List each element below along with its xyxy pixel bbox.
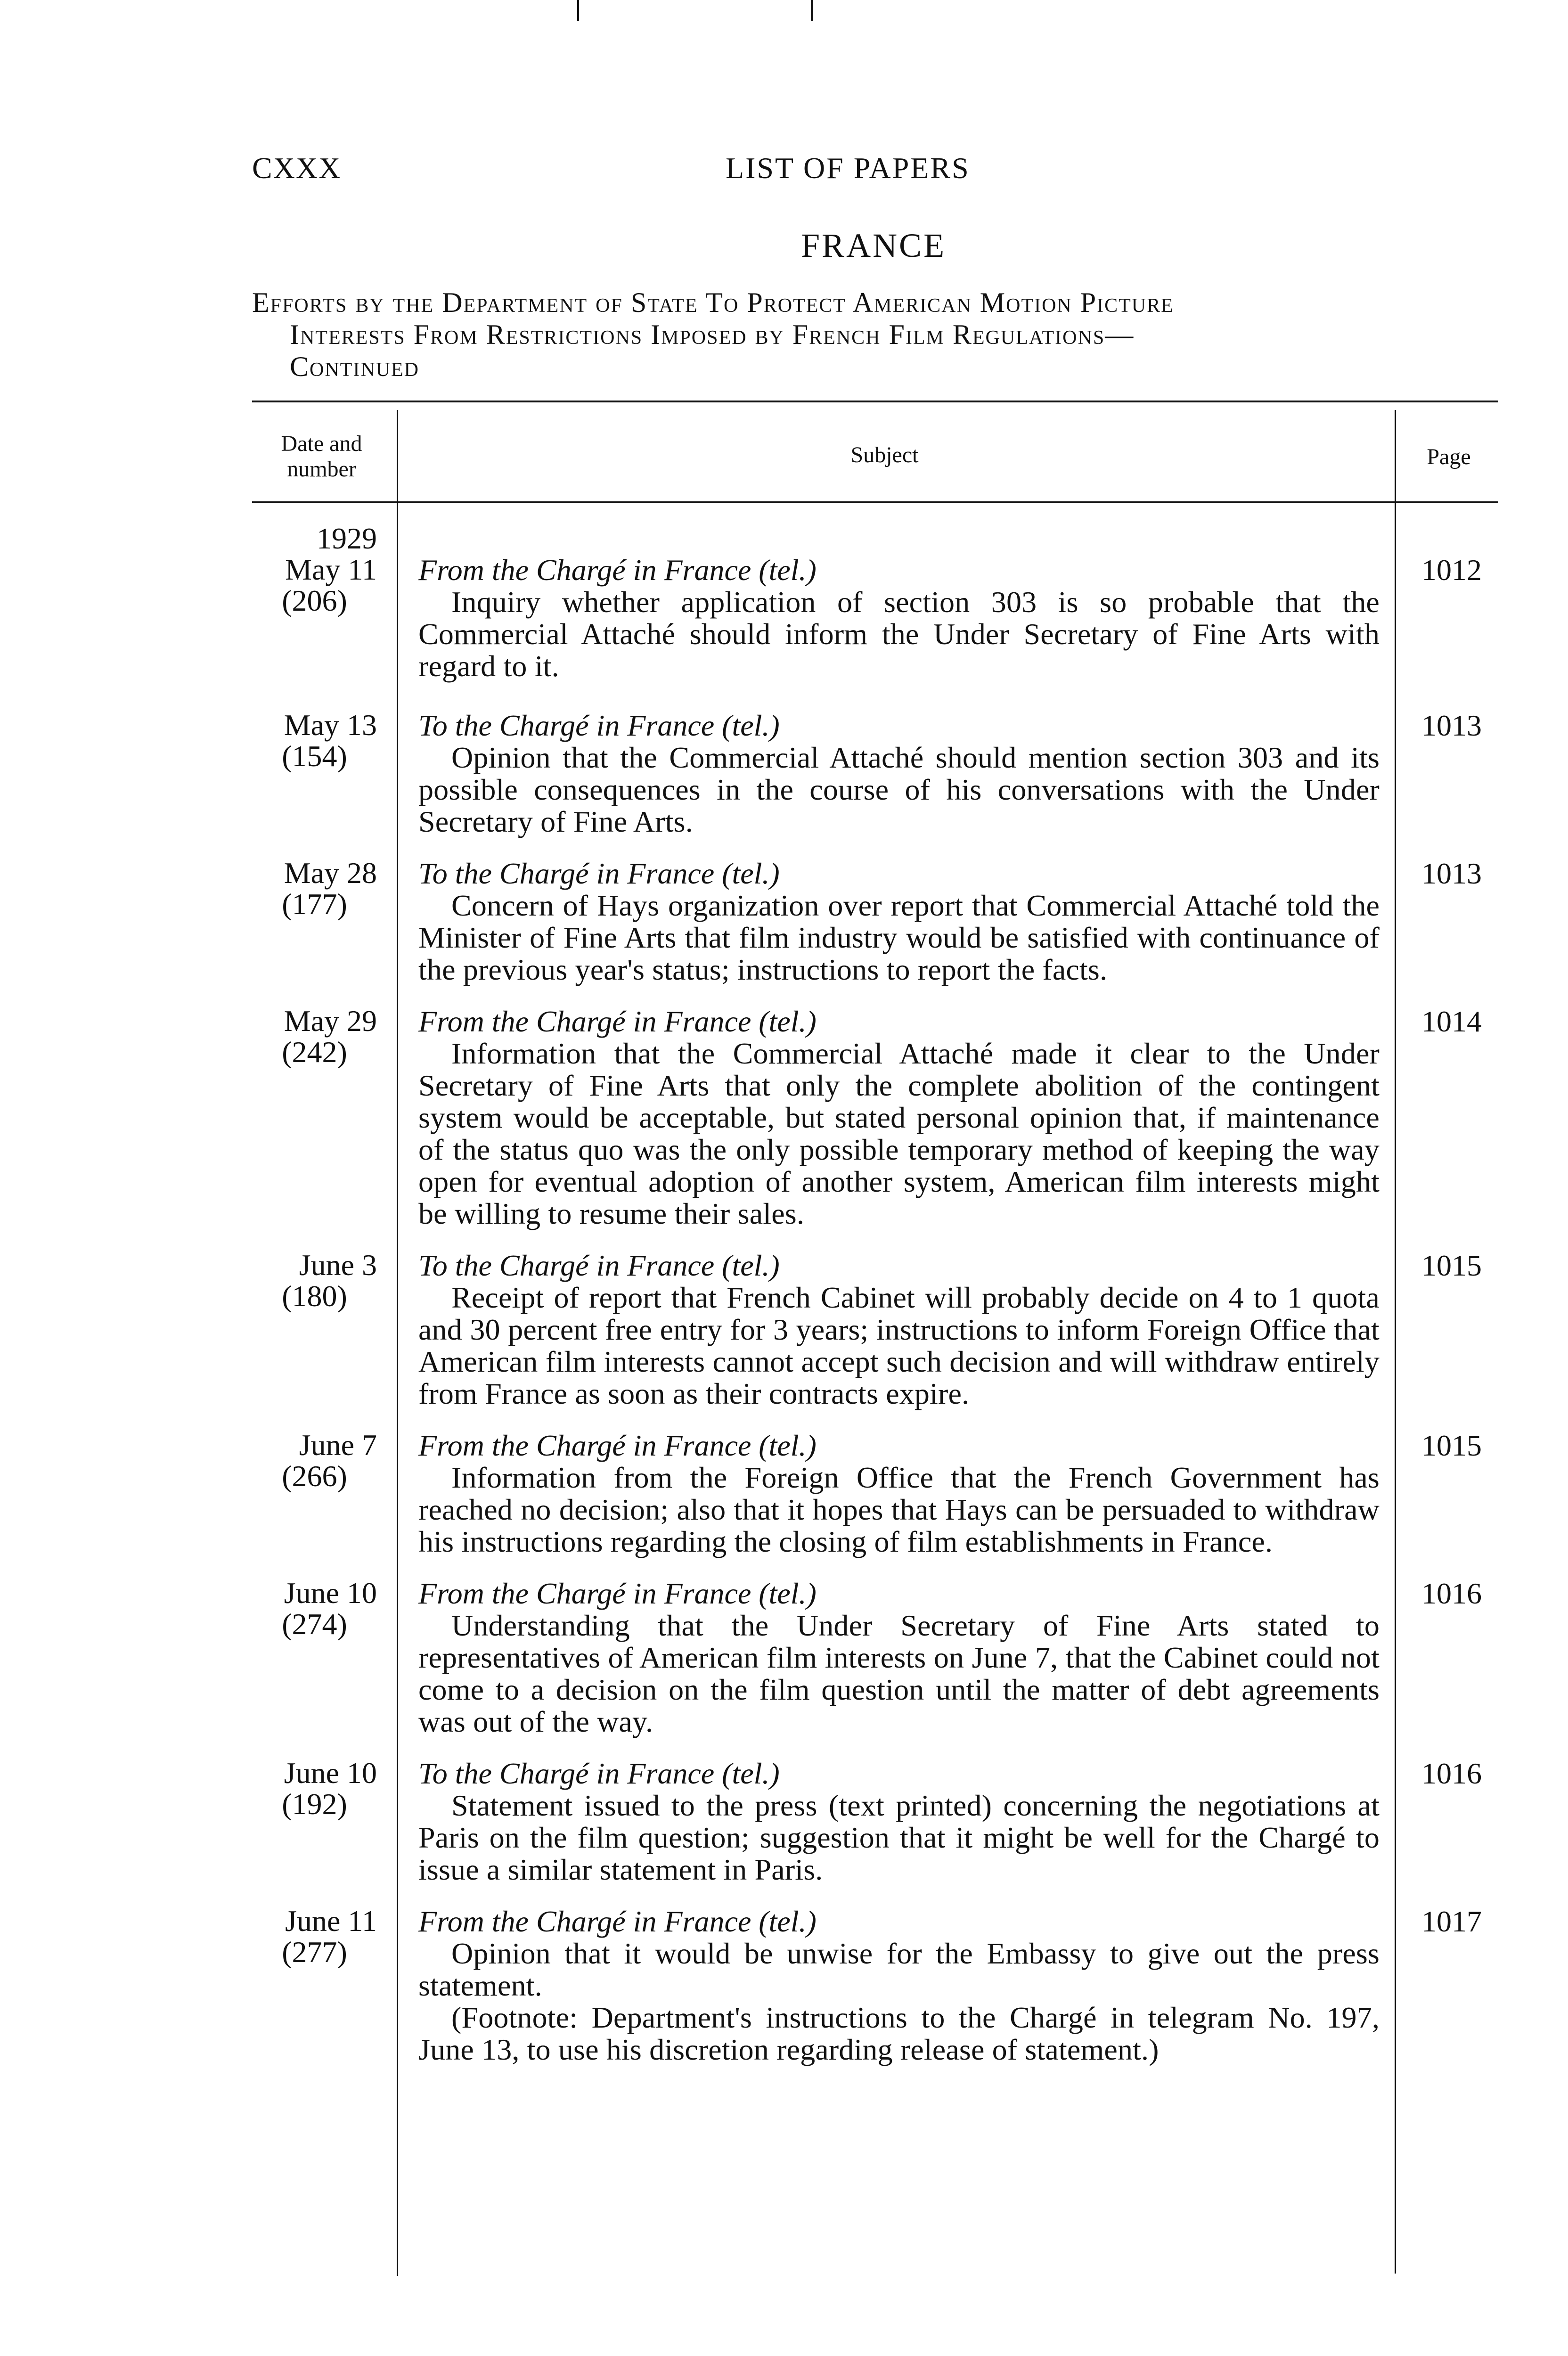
table-row bbox=[252, 1578, 1498, 1738]
page-cell: 1016 bbox=[1421, 1757, 1482, 1790]
column-header-page: Page bbox=[1427, 444, 1471, 469]
number-label: (266) bbox=[282, 1459, 347, 1493]
entries-list bbox=[252, 523, 1498, 2086]
section-title-line: Continued bbox=[290, 351, 419, 382]
date-number-cell bbox=[252, 1430, 377, 1492]
table-row bbox=[252, 710, 1498, 838]
number-label: (277) bbox=[282, 1935, 347, 1969]
date-number-cell bbox=[252, 710, 377, 772]
number-label: (177) bbox=[282, 887, 347, 921]
date-number-cell bbox=[252, 1578, 377, 1640]
country-title: FRANCE bbox=[801, 227, 947, 264]
subject-cell bbox=[418, 1250, 1568, 1410]
entry-source: To the Chargé in France (tel.) bbox=[418, 1249, 780, 1282]
number-label: (192) bbox=[282, 1787, 347, 1821]
entry-source: From the Chargé in France (tel.) bbox=[418, 553, 817, 587]
year-label: 1929 bbox=[317, 522, 377, 555]
date-number-cell bbox=[252, 523, 377, 616]
table-row bbox=[252, 1006, 1498, 1230]
entry-subject: Information from the Foreign Office that the French Government has reached no decision; also that it hopes that Hays can be persuaded to withdraw his instructions regarding the closing of film establishments in France. bbox=[418, 1461, 1380, 1558]
table-row bbox=[252, 1758, 1498, 1886]
entry-source: To the Chargé in France (tel.) bbox=[418, 709, 780, 742]
subject-cell bbox=[418, 858, 1568, 986]
table-header-rule bbox=[252, 501, 1498, 503]
entry-subject: Opinion that the Commercial Attaché should mention section 303 and its possible consequences in the course of his conversations with the Under Secretary of Fine Arts. bbox=[418, 741, 1380, 838]
subject-cell bbox=[418, 710, 1568, 838]
subject-cell bbox=[418, 1578, 1568, 1738]
number-label: (206) bbox=[282, 584, 347, 617]
subject-cell bbox=[418, 1430, 1568, 1558]
entry-subject: Statement issued to the press (text printed) concerning the negotiations at Paris on the film question; suggestion that it might be well for the Chargé to issue a similar statement in Paris. bbox=[418, 1789, 1380, 1886]
page-cell: 1013 bbox=[1421, 857, 1482, 890]
number-label: (274) bbox=[282, 1607, 347, 1641]
subject-cell bbox=[418, 1906, 1568, 2066]
entry-subject: Inquiry whether application of section 303 is so probable that the Commercial Attaché should inform the Under Secretary of Fine Arts with regard to it. bbox=[418, 585, 1380, 683]
entry-subject: Opinion that it would be unwise for the Embassy to give out the press statement. bbox=[418, 1937, 1380, 2002]
table-header bbox=[252, 410, 1498, 504]
entry-footnote: (Footnote: Department's instructions to the Chargé in telegram No. 197, June 13, to use his discretion regarding release of statement.) bbox=[418, 2001, 1380, 2066]
page-number: CXXX bbox=[252, 151, 342, 185]
entry-source: To the Chargé in France (tel.) bbox=[418, 1757, 780, 1790]
scan-mark bbox=[811, 0, 813, 21]
date-number-cell bbox=[252, 1250, 377, 1312]
table-row bbox=[252, 1250, 1498, 1410]
page-cell: 1016 bbox=[1421, 1577, 1482, 1610]
table-row bbox=[252, 1906, 1498, 2066]
entry-source: From the Chargé in France (tel.) bbox=[418, 1429, 817, 1462]
running-head: LIST OF PAPERS bbox=[726, 151, 970, 185]
number-label: (242) bbox=[282, 1035, 347, 1069]
entry-subject: Information that the Commercial Attaché made it clear to the Under Secretary of Fine Arts that only the complete abolition of the contingent system would be acceptable, but stated personal opinion that, if maintenance of the status quo was the only possible temporary method of keeping the way open for eventual adoption of another system, American film interests might be willing to resume their sales. bbox=[418, 1037, 1380, 1230]
entry-source: To the Chargé in France (tel.) bbox=[418, 857, 780, 890]
subject-cell bbox=[418, 1758, 1568, 1886]
scan-mark bbox=[577, 0, 579, 21]
date-label: May 13 bbox=[284, 708, 377, 742]
page-cell: 1015 bbox=[1421, 1249, 1482, 1282]
date-label: June 11 bbox=[285, 1904, 377, 1938]
date-label: June 3 bbox=[299, 1248, 377, 1282]
page-cell: 1012 bbox=[1421, 553, 1482, 587]
page-cell: 1015 bbox=[1421, 1429, 1482, 1462]
date-label: June 10 bbox=[284, 1576, 377, 1610]
subject-cell bbox=[418, 523, 1568, 682]
date-label: June 10 bbox=[284, 1756, 377, 1790]
date-label: May 28 bbox=[284, 856, 377, 890]
entry-source: From the Chargé in France (tel.) bbox=[418, 1905, 817, 1938]
number-label: (180) bbox=[282, 1279, 347, 1313]
entry-subject: Understanding that the Under Secretary of Fine Arts stated to representatives of American film interests on June 7, that the Cabinet could not come to a decision on the film question until the matter of debt agreements was out of the way. bbox=[418, 1609, 1380, 1738]
entry-subject: Receipt of report that French Cabinet will probably decide on 4 to 1 quota and 30 percent free entry for 3 years; instructions to inform Foreign Office that American film interests cannot accept such decision and will withdraw entirely from France as soon as their contracts expire. bbox=[418, 1281, 1380, 1410]
table-row bbox=[252, 1430, 1498, 1558]
date-number-cell bbox=[252, 1906, 377, 1968]
page-cell: 1017 bbox=[1421, 1905, 1482, 1938]
entry-source: From the Chargé in France (tel.) bbox=[418, 1005, 817, 1038]
date-number-cell bbox=[252, 1758, 377, 1820]
column-header-subject: Subject bbox=[850, 442, 919, 467]
entry-source: From the Chargé in France (tel.) bbox=[418, 1577, 817, 1610]
table-row bbox=[252, 858, 1498, 986]
section-title-line: Efforts by the Department of State To Protect American Motion Picture bbox=[252, 287, 1174, 318]
entry-subject: Concern of Hays organization over report that Commercial Attaché told the Minister of Fine Arts that film industry would be satisfied with continuance of the previous year's status; instructions to report the facts. bbox=[418, 889, 1380, 986]
date-label: May 29 bbox=[284, 1004, 377, 1038]
subject-cell bbox=[418, 1006, 1568, 1230]
number-label: (154) bbox=[282, 739, 347, 773]
page-cell: 1013 bbox=[1421, 709, 1482, 742]
date-label: May 11 bbox=[285, 553, 377, 586]
section-title bbox=[252, 286, 1515, 383]
section-title-line: Interests From Restrictions Imposed by French Film Regulations— bbox=[290, 319, 1135, 350]
table-top-rule bbox=[252, 401, 1498, 402]
page-cell: 1014 bbox=[1421, 1005, 1482, 1038]
date-number-cell bbox=[252, 858, 377, 920]
column-header-date-number: Date and number bbox=[281, 431, 362, 482]
date-label: June 7 bbox=[299, 1428, 377, 1462]
table-row bbox=[252, 523, 1498, 682]
date-number-cell bbox=[252, 1006, 377, 1068]
